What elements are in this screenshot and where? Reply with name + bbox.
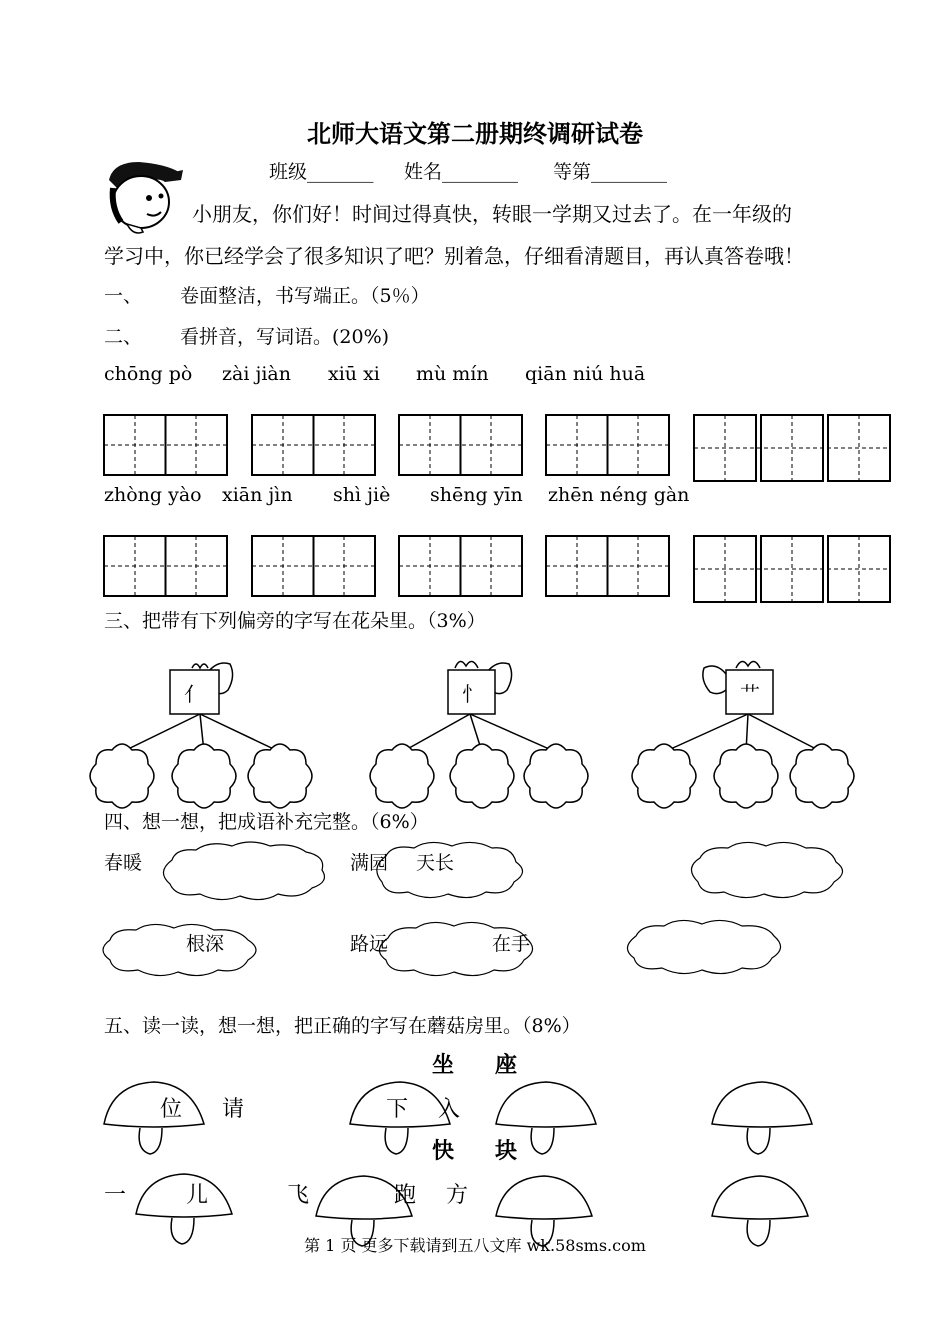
grid-two-char[interactable] xyxy=(399,536,522,596)
word-char: 飞 xyxy=(287,1183,310,1208)
grid-row-1 xyxy=(104,415,890,481)
idiom-word-1: 春暖 xyxy=(104,852,143,874)
flower-answer[interactable] xyxy=(450,744,514,808)
grid-two-char[interactable] xyxy=(546,415,669,475)
idiom-word-4: 根深 xyxy=(186,933,225,955)
pinyin-10: zhēn néng gàn xyxy=(548,484,690,506)
flower-answer[interactable] xyxy=(248,744,312,808)
flower-answer[interactable] xyxy=(370,744,434,808)
page-title: 北师大语文第二册期终调研试卷 xyxy=(307,119,643,148)
word-char: 请 xyxy=(222,1097,245,1122)
char-pair-1-a: 坐 xyxy=(432,1052,455,1078)
grid-two-char[interactable] xyxy=(252,415,375,475)
grid-two-char[interactable] xyxy=(399,415,522,475)
grid-row-2 xyxy=(104,536,890,602)
page-footer: 第 1 页 更多下载请到五八文库 wk.58sms.com xyxy=(304,1236,646,1255)
word-char: 儿 xyxy=(186,1183,209,1208)
q4-text: 四、想一想，把成语补充完整。（6%） xyxy=(104,811,429,833)
grid-three-char[interactable] xyxy=(694,536,890,602)
char-pair-2-a: 快 xyxy=(432,1138,455,1164)
pinyin-7: xiān jìn xyxy=(222,484,293,506)
pinyin-5: qiān niú huā xyxy=(525,363,646,385)
word-char: 方 xyxy=(446,1183,469,1208)
intro-line-1: 小朋友，你们好！时间过得真快，转眼一学期又过去了。在一年级的 xyxy=(192,202,792,226)
pinyin-1: chōng pò xyxy=(104,363,193,385)
q2-text: 看拼音，写词语。(20%) xyxy=(180,326,390,348)
word-char: 入 xyxy=(438,1097,461,1122)
mushroom-house[interactable] xyxy=(712,1082,812,1154)
grid-two-char[interactable] xyxy=(546,536,669,596)
idiom-word-6: 在手 xyxy=(492,933,531,955)
grid-two-char[interactable] xyxy=(104,415,227,475)
q5-text: 五、读一读，想一想，把正确的字写在蘑菇房里。（8%） xyxy=(104,1015,581,1037)
idiom-word-3: 天长 xyxy=(416,852,455,874)
pinyin-8: shì jiè xyxy=(333,484,391,506)
char-pair-1-b: 座 xyxy=(495,1052,518,1078)
flower-answer[interactable] xyxy=(632,744,696,808)
cloud-blank-4[interactable] xyxy=(103,924,256,975)
flower-answer[interactable] xyxy=(172,744,236,808)
cloud-blank-6[interactable] xyxy=(627,920,780,973)
pinyin-4: mù mín xyxy=(416,363,489,385)
pinyin-3: xiū xi xyxy=(328,363,380,385)
radical-3: 艹 xyxy=(740,682,760,706)
flower-answer[interactable] xyxy=(790,744,854,808)
class-field: 班级_______ xyxy=(269,161,374,183)
flower-answer[interactable] xyxy=(714,744,778,808)
word-char: 位 xyxy=(160,1097,183,1122)
q2-number: 二、 xyxy=(104,326,143,348)
idiom-word-5: 路远 xyxy=(350,933,389,955)
word-char: 一 xyxy=(104,1183,127,1208)
mushroom-house[interactable] xyxy=(104,1082,204,1154)
cloud-blank-3[interactable] xyxy=(691,842,842,897)
q1-text: 卷面整洁，书写端正。（5％） xyxy=(180,285,430,307)
idiom-word-2: 满园 xyxy=(350,852,389,874)
radical-1: 亻 xyxy=(184,682,204,706)
cloud-blank-1[interactable] xyxy=(163,842,324,900)
grade-field: 等第________ xyxy=(553,161,668,183)
char-pair-2-b: 块 xyxy=(495,1138,518,1164)
pinyin-2: zài jiàn xyxy=(222,363,291,385)
pinyin-6: zhòng yào xyxy=(104,484,202,506)
intro-line-2: 学习中，你已经学会了很多知识了吧？别着急，仔细看清题目，再认真答卷哦！ xyxy=(104,244,804,268)
pinyin-9: shēng yīn xyxy=(430,484,523,506)
radical-2: 忄 xyxy=(462,682,482,706)
grid-three-char[interactable] xyxy=(694,415,890,481)
q3-text: 三、把带有下列偏旁的字写在花朵里。（3%） xyxy=(104,610,486,632)
name-field: 姓名________ xyxy=(404,161,519,183)
grid-two-char[interactable] xyxy=(252,536,375,596)
flower-answer[interactable] xyxy=(524,744,588,808)
word-char: 下 xyxy=(386,1097,409,1122)
word-char: 跑 xyxy=(394,1183,417,1208)
flower-answer[interactable] xyxy=(90,744,154,808)
q1-number: 一、 xyxy=(104,285,143,307)
grid-two-char[interactable] xyxy=(104,536,227,596)
